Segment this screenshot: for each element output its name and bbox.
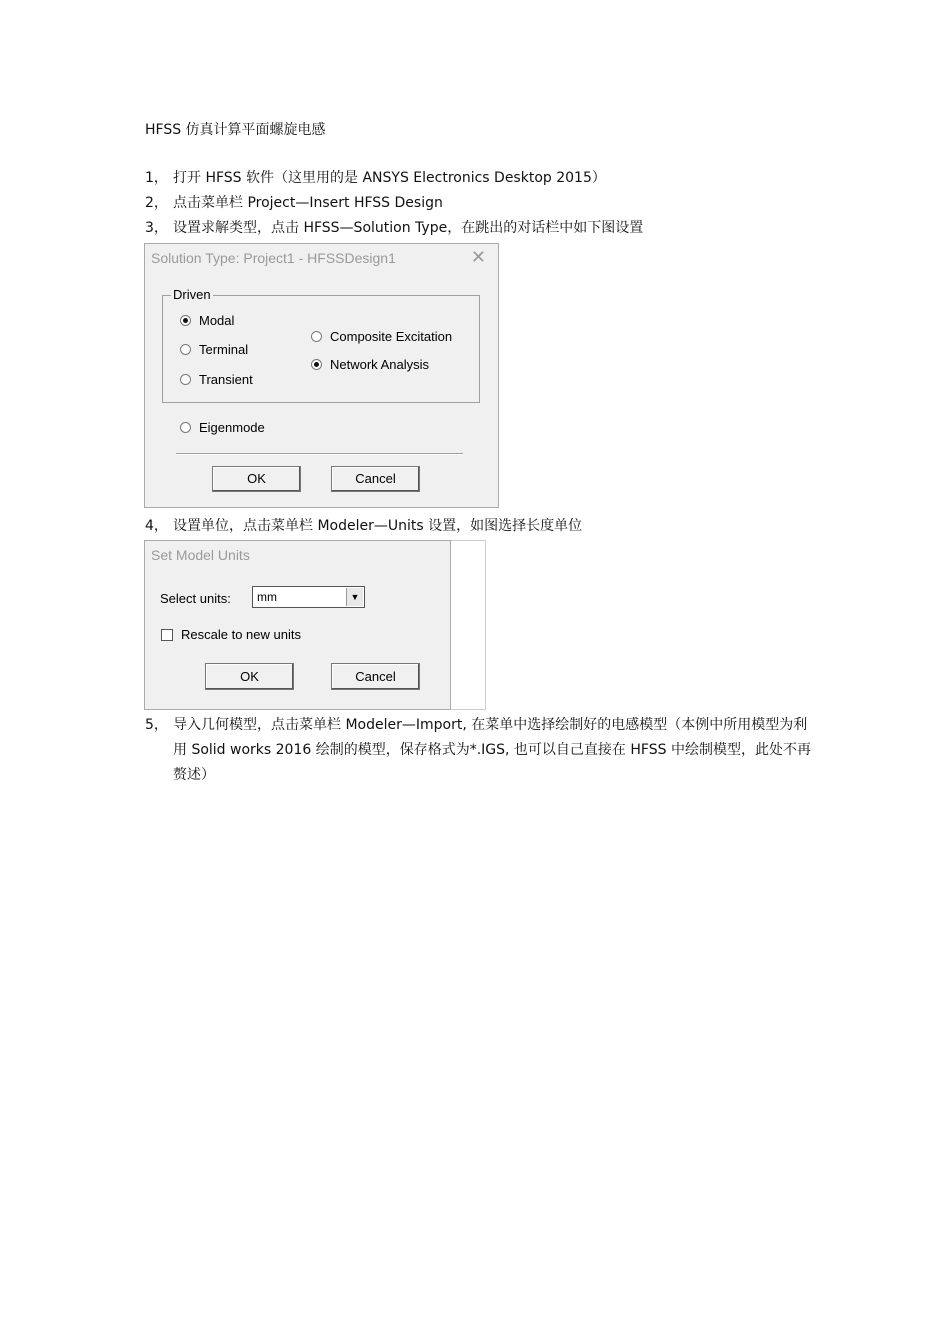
radio-unchecked-icon[interactable] [180,344,191,355]
radio-unchecked-icon[interactable] [180,422,191,433]
rescale-checkbox-row[interactable] [161,627,301,642]
radio-label: Eigenmode [199,420,265,435]
step-text: 设置求解类型，点击 HFSS—Solution Type，在跳出的对话栏中如下图设置 [173,220,644,236]
radio-label: Transient [199,372,253,387]
radio-unchecked-icon[interactable] [180,374,191,385]
driven-label: Driven [173,287,211,302]
radio-transient[interactable] [180,372,253,387]
separator [176,453,463,455]
units-select[interactable] [252,586,365,608]
set-model-units-dialog [144,540,451,710]
solution-type-dialog [144,243,499,508]
radio-checked-icon[interactable] [180,315,191,326]
cancel-button[interactable]: Cancel [331,466,420,492]
ok-button[interactable]: OK [205,663,294,690]
step-number: 3， [145,220,168,236]
radio-label: Modal [199,313,235,328]
step-number: 1， [145,170,168,186]
step-text: 打开 HFSS 软件（这里用的是 ANSYS Electronics Desktop 2015） [173,170,606,186]
step-number: 2， [145,195,168,211]
step-number: 5， [145,717,168,733]
step-text: 导入几何模型，点击菜单栏 Modeler—Import, 在菜单中选择绘制好的电感模型（本例中所用模型为利用 Solid works 2016 绘制的模型，保存格式为*.IGS, 也可以自己直接在 HFSS 中绘制模型，此处不再赘述） [173,717,811,783]
radio-network-analysis[interactable] [311,357,429,372]
select-units-label: Select units: [160,591,231,606]
rescale-checkbox[interactable] [161,629,173,641]
radio-label: Network Analysis [330,357,429,372]
cancel-button[interactable]: Cancel [331,663,420,690]
chevron-down-icon[interactable]: ▼ [346,588,363,606]
step-text: 点击菜单栏 Project—Insert HFSS Design [173,195,443,211]
ok-button[interactable]: OK [212,466,301,492]
radio-terminal[interactable] [180,342,248,357]
step-text: 设置单位，点击菜单栏 Modeler—Units 设置，如图选择长度单位 [173,518,583,534]
step-number: 4， [145,518,168,534]
document-title: HFSS 仿真计算平面螺旋电感 [145,122,326,138]
units-select-value: mm [257,590,277,604]
dialog-title: Solution Type: Project1 - HFSSDesign1 [151,250,396,266]
dialog-title: Set Model Units [151,547,250,563]
radio-composite-excitation[interactable] [311,329,452,344]
radio-label: Composite Excitation [330,329,453,344]
rescale-label: Rescale to new units [181,627,301,642]
radio-unchecked-icon[interactable] [311,331,322,342]
radio-label: Terminal [199,342,249,357]
radio-checked-icon[interactable] [311,359,322,370]
radio-modal[interactable] [180,313,234,328]
radio-eigenmode[interactable] [180,420,265,435]
close-icon[interactable]: ✕ [470,247,486,267]
